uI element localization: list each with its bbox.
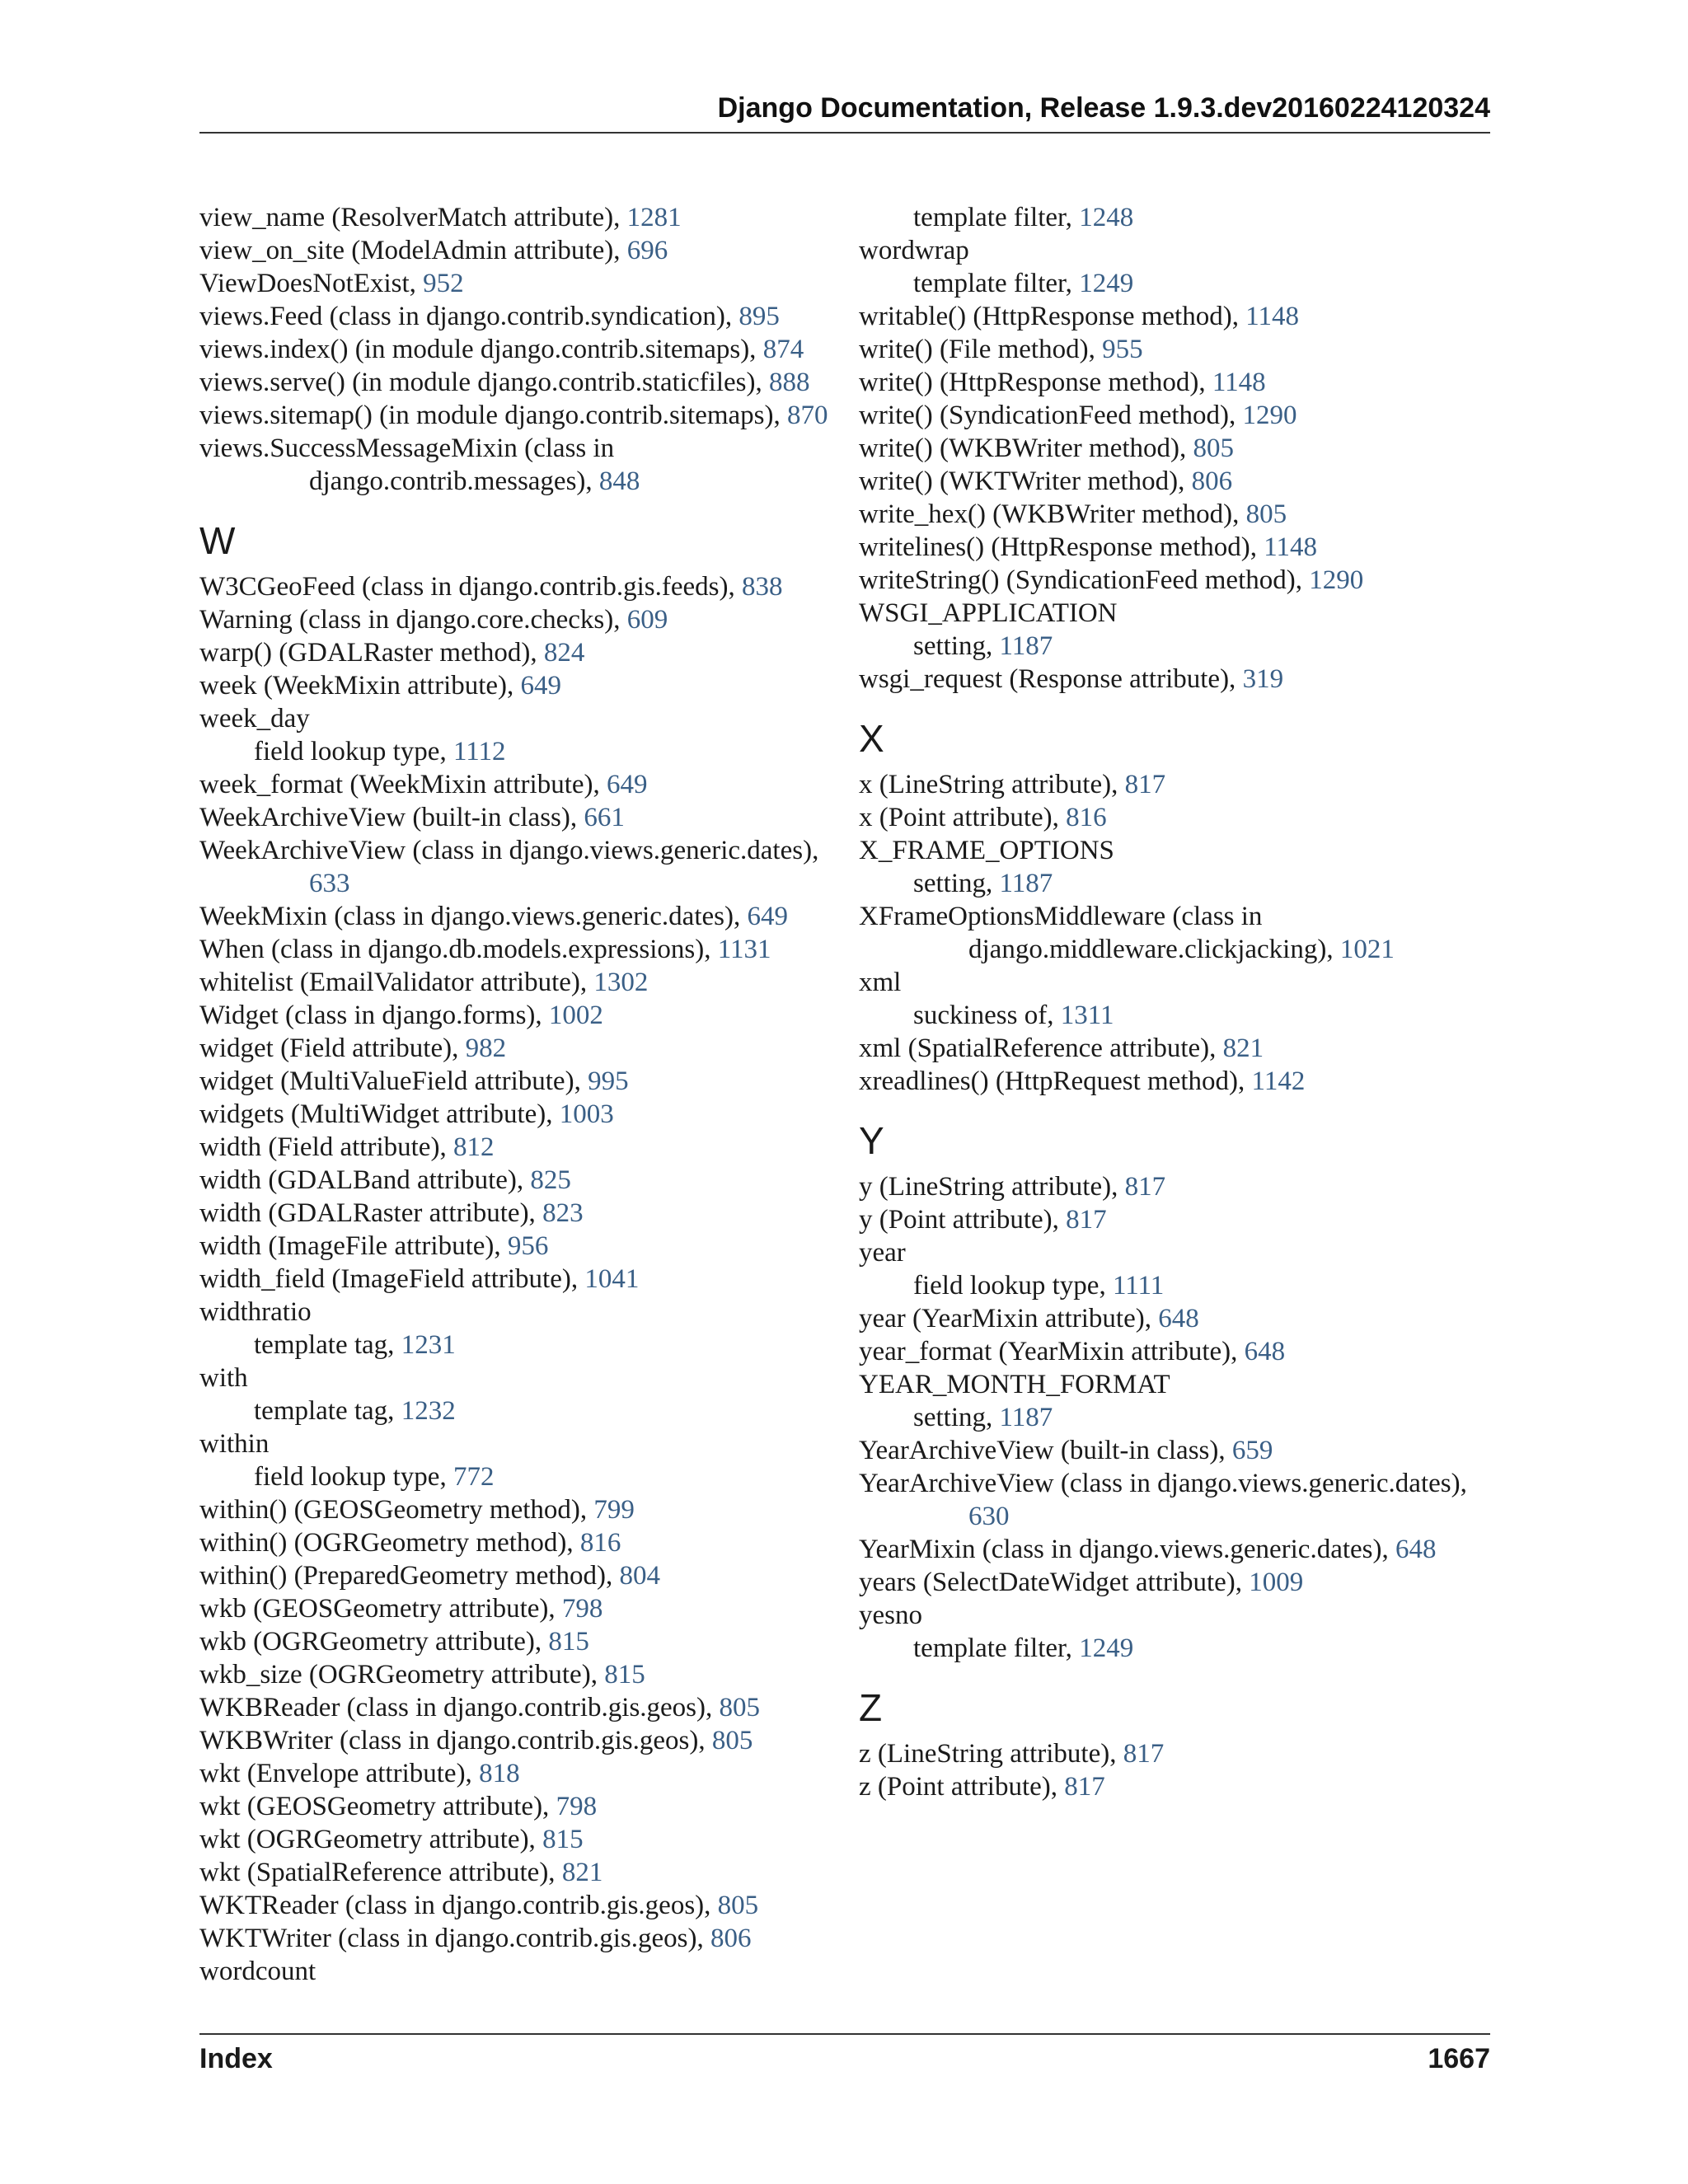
index-entry: [199, 834, 831, 900]
index-term: WKBWriter (class in django.contrib.gis.geos),: [199, 1726, 712, 1755]
index-entry: [199, 1032, 831, 1065]
index-entry: [199, 333, 831, 366]
index-subentry: [199, 1460, 831, 1493]
index-term: template filter,: [913, 1633, 1080, 1663]
index-entry: [859, 966, 1490, 999]
index-term: view_on_site (ModelAdmin attribute),: [199, 236, 627, 265]
index-term: WeekArchiveView (class in django.views.generic.dates),: [199, 836, 819, 865]
index-entry: [199, 1889, 831, 1922]
index-entry: [199, 234, 831, 267]
page-link[interactable]: 1021: [1339, 935, 1395, 964]
index-entry: [859, 300, 1490, 333]
page-link[interactable]: 1187: [999, 1403, 1053, 1432]
index-entry: [199, 267, 831, 300]
page-link[interactable]: 821: [1222, 1033, 1264, 1063]
index-entry: [199, 1625, 831, 1658]
index-entry: [859, 1770, 1490, 1803]
index-term: within: [199, 1429, 270, 1459]
page-link[interactable]: 824: [543, 638, 585, 668]
index-term: W3CGeoFeed (class in django.contrib.gis.feeds),: [199, 572, 743, 602]
page-link[interactable]: 895: [738, 302, 780, 331]
page-link[interactable]: 816: [1066, 803, 1107, 832]
index-entry: [199, 1724, 831, 1757]
index-subentry: [859, 201, 1490, 234]
index-entry: [199, 702, 831, 735]
index-entry: [859, 366, 1490, 399]
index-entry: [199, 300, 831, 333]
index-term: WKTReader (class in django.contrib.gis.geos),: [199, 1891, 718, 1920]
index-term: YearArchiveView (class in django.views.generic.dates),: [859, 1469, 1467, 1498]
index-entry: [859, 834, 1490, 867]
index-term: xml: [859, 968, 902, 997]
header-title: Django Documentation, Release 1.9.3.dev20160224120324: [717, 92, 1490, 124]
index-entry: [859, 531, 1490, 564]
index-entry: [199, 1823, 831, 1856]
index-subentry: [859, 630, 1490, 663]
index-term: write_hex() (WKBWriter method),: [859, 499, 1246, 529]
index-entry: [199, 1197, 831, 1230]
index-term: write() (SyndicationFeed method),: [859, 401, 1243, 430]
index-entry: [199, 1955, 831, 1988]
index-entry: [199, 1065, 831, 1098]
index-entry: [199, 966, 831, 999]
index-entry: [859, 498, 1490, 531]
page-link[interactable]: 806: [710, 1924, 752, 1953]
index-entry: [859, 465, 1490, 498]
index-term: width (GDALBand attribute),: [199, 1165, 531, 1195]
index-term: warp() (GDALRaster method),: [199, 638, 544, 668]
page-link[interactable]: 319: [1242, 664, 1284, 694]
index-term: When (class in django.db.models.expressions),: [199, 935, 718, 964]
index-entry: [859, 1065, 1490, 1098]
index-term: y (Point attribute),: [859, 1205, 1067, 1235]
page-link[interactable]: 1003: [559, 1099, 614, 1129]
index-term: views.Feed (class in django.contrib.syndication),: [199, 302, 739, 331]
index-term: views.SuccessMessageMixin (class in django.contrib.messages),: [199, 434, 615, 496]
index-term: setting,: [913, 1403, 1000, 1432]
index-entry: [199, 1131, 831, 1164]
page-link[interactable]: 648: [1244, 1337, 1286, 1366]
index-term: year_format (YearMixin attribute),: [859, 1337, 1245, 1366]
index-term: xml (SpatialReference attribute),: [859, 1033, 1223, 1063]
index-term: wkt (GEOSGeometry attribute),: [199, 1792, 556, 1821]
page-link[interactable]: 661: [584, 803, 625, 832]
index-entry: [859, 1434, 1490, 1467]
page-link[interactable]: 825: [530, 1165, 571, 1195]
index-term: setting,: [913, 631, 1000, 661]
page-link[interactable]: 1281: [626, 203, 682, 232]
index-term: widthratio: [199, 1297, 312, 1327]
index-term: field lookup type,: [254, 737, 453, 766]
index-term: width (GDALRaster attribute),: [199, 1198, 543, 1228]
page-link[interactable]: 649: [747, 902, 788, 931]
index-entry: [859, 1467, 1490, 1533]
index-term: widget (MultiValueField attribute),: [199, 1066, 588, 1096]
page-link[interactable]: 815: [604, 1660, 645, 1690]
page-link[interactable]: 1311: [1060, 1001, 1114, 1030]
index-subentry: [199, 1394, 831, 1427]
page-link[interactable]: 1131: [717, 935, 771, 964]
footer-section: Index: [199, 2043, 273, 2074]
index-letter-heading: Y: [859, 1119, 884, 1162]
index-entry: [859, 333, 1490, 366]
page-link[interactable]: 1249: [1079, 269, 1134, 298]
index-term: wsgi_request (Response attribute),: [859, 664, 1243, 694]
page-link[interactable]: 609: [626, 605, 668, 635]
page-link[interactable]: 1112: [452, 737, 506, 766]
page-header: [199, 92, 1490, 134]
index-term: field lookup type,: [913, 1271, 1113, 1301]
index-term: WeekMixin (class in django.views.generic.dates),: [199, 902, 748, 931]
index-subentry: [199, 1329, 831, 1361]
index-entry: [199, 366, 831, 399]
page-link[interactable]: 955: [1102, 335, 1143, 364]
index-term: yesno: [859, 1601, 922, 1630]
index-entry: [859, 900, 1490, 966]
index-term: Widget (class in django.forms),: [199, 1001, 549, 1030]
index-entry: [199, 399, 831, 432]
index-entry: [199, 1098, 831, 1131]
index-entry: [859, 663, 1490, 696]
index-term: wordwrap: [859, 236, 969, 265]
index-term: week_day: [199, 704, 310, 733]
index-term: XFrameOptionsMiddleware (class in django.middleware.clickjacking),: [859, 902, 1340, 964]
index-entry: [199, 900, 831, 933]
index-entry: [859, 1302, 1490, 1335]
index-term: years (SelectDateWidget attribute),: [859, 1568, 1250, 1597]
index-term: wkb_size (OGRGeometry attribute),: [199, 1660, 605, 1690]
page-link[interactable]: 1148: [1212, 368, 1266, 397]
index-term: within() (OGRGeometry method),: [199, 1528, 580, 1558]
page-link[interactable]: 1290: [1309, 565, 1364, 595]
index-term: WSGI_APPLICATION: [859, 598, 1118, 628]
index-entry: [859, 1236, 1490, 1269]
index-column-right: [859, 201, 1490, 1803]
index-term: view_name (ResolverMatch attribute),: [199, 203, 627, 232]
page-link[interactable]: 1232: [401, 1396, 456, 1426]
index-entry: [199, 1592, 831, 1625]
page-link[interactable]: 816: [579, 1528, 621, 1558]
index-entry: [199, 1427, 831, 1460]
index-subentry: [859, 267, 1490, 300]
index-entry: [199, 1263, 831, 1296]
index-term: within() (PreparedGeometry method),: [199, 1561, 620, 1591]
page-link[interactable]: 649: [607, 770, 648, 799]
page-link[interactable]: 823: [542, 1198, 584, 1228]
index-term: suckiness of,: [913, 1001, 1061, 1030]
index-entry: [199, 1757, 831, 1790]
index-term: YearMixin (class in django.views.generic.dates),: [859, 1535, 1395, 1564]
page-link[interactable]: 1249: [1079, 1633, 1134, 1663]
index-term: writable() (HttpResponse method),: [859, 302, 1246, 331]
index-entry: [859, 801, 1490, 834]
index-entry: [859, 768, 1490, 801]
index-term: within() (GEOSGeometry method),: [199, 1495, 594, 1525]
index-subentry: [859, 867, 1490, 900]
index-entry: [859, 1335, 1490, 1368]
index-term: WKTWriter (class in django.contrib.gis.geos),: [199, 1924, 711, 1953]
index-entry: [199, 603, 831, 636]
index-term: writeString() (SyndicationFeed method),: [859, 565, 1310, 595]
index-term: width_field (ImageField attribute),: [199, 1264, 585, 1294]
index-term: y (LineString attribute),: [859, 1172, 1125, 1202]
index-entry: [199, 933, 831, 966]
index-entry: [199, 1361, 831, 1394]
index-entry: [199, 432, 831, 498]
index-entry: [199, 999, 831, 1032]
index-term: write() (HttpResponse method),: [859, 368, 1212, 397]
page-link[interactable]: 817: [1064, 1772, 1105, 1802]
index-entry: [859, 597, 1490, 630]
page-link[interactable]: 805: [717, 1891, 759, 1920]
index-term: year (YearMixin attribute),: [859, 1304, 1159, 1333]
index-entry: [199, 636, 831, 669]
index-term: width (Field attribute),: [199, 1132, 453, 1162]
index-entry: [199, 1856, 831, 1889]
index-entry: [859, 1599, 1490, 1632]
index-entry: [199, 201, 831, 234]
index-entry: [859, 399, 1490, 432]
index-term: z (Point attribute),: [859, 1772, 1065, 1802]
index-term: YearArchiveView (built-in class),: [859, 1436, 1232, 1465]
page-link[interactable]: 772: [452, 1462, 495, 1492]
page-link[interactable]: 818: [479, 1759, 520, 1788]
page-link[interactable]: 630: [968, 1502, 1010, 1531]
index-entry: [859, 1032, 1490, 1065]
page-link[interactable]: 812: [452, 1132, 495, 1162]
index-entry: [199, 1790, 831, 1823]
index-term: wordcount: [199, 1957, 316, 1986]
page-link[interactable]: 848: [598, 466, 640, 496]
page-link[interactable]: 806: [1191, 466, 1233, 496]
page-link[interactable]: 648: [1158, 1304, 1199, 1333]
page-link[interactable]: 1187: [999, 631, 1053, 661]
index-subentry: [859, 1401, 1490, 1434]
page-link[interactable]: 956: [507, 1231, 549, 1261]
page-link[interactable]: 1041: [584, 1264, 640, 1294]
page-link[interactable]: 982: [465, 1033, 507, 1063]
page-link[interactable]: 815: [542, 1825, 584, 1854]
index-term: ViewDoesNotExist,: [199, 269, 424, 298]
page-link[interactable]: 659: [1231, 1436, 1273, 1465]
index-entry: [199, 1230, 831, 1263]
index-term: YEAR_MONTH_FORMAT: [859, 1370, 1170, 1399]
index-entry: [199, 1526, 831, 1559]
index-subentry: [859, 999, 1490, 1032]
index-letter-heading: W: [199, 519, 236, 562]
page-link[interactable]: 1142: [1251, 1066, 1306, 1096]
index-term: views.serve() (in module django.contrib.staticfiles),: [199, 368, 769, 397]
index-term: x (Point attribute),: [859, 803, 1067, 832]
index-entry: [199, 1164, 831, 1197]
index-entry: [859, 1737, 1490, 1770]
index-term: xreadlines() (HttpRequest method),: [859, 1066, 1252, 1096]
page-link[interactable]: 1009: [1249, 1568, 1304, 1597]
index-entry: [859, 1566, 1490, 1599]
index-entry: [199, 1658, 831, 1691]
page-link[interactable]: 649: [520, 671, 562, 701]
index-term: week_format (WeekMixin attribute),: [199, 770, 607, 799]
index-term: writelines() (HttpResponse method),: [859, 532, 1264, 562]
page-link[interactable]: 821: [561, 1858, 603, 1887]
index-term: views.sitemap() (in module django.contrib.sitemaps),: [199, 401, 788, 430]
index-entry: [859, 1170, 1490, 1203]
page-footer: [199, 2033, 1490, 2075]
page-link[interactable]: 1148: [1245, 302, 1299, 331]
page-link[interactable]: 817: [1066, 1205, 1107, 1235]
index-entry: [199, 1922, 831, 1955]
index-term: X_FRAME_OPTIONS: [859, 836, 1114, 865]
index-term: year: [859, 1238, 906, 1268]
index-term: views.index() (in module django.contrib.sitemaps),: [199, 335, 763, 364]
index-term: wkt (SpatialReference attribute),: [199, 1858, 562, 1887]
index-entry: [859, 1368, 1490, 1401]
page-link[interactable]: 1111: [1112, 1271, 1165, 1301]
index-entry: [859, 1533, 1490, 1566]
index-term: template tag,: [254, 1330, 401, 1360]
page-link[interactable]: 648: [1395, 1535, 1437, 1564]
index-term: write() (File method),: [859, 335, 1103, 364]
index-term: with: [199, 1363, 248, 1393]
index-entry: [859, 234, 1490, 267]
index-term: field lookup type,: [254, 1462, 453, 1492]
index-term: widgets (MultiWidget attribute),: [199, 1099, 560, 1129]
page-link[interactable]: 888: [768, 368, 810, 397]
page-link[interactable]: 1148: [1264, 532, 1318, 562]
index-term: wkb (OGRGeometry attribute),: [199, 1627, 549, 1657]
index-entry: [859, 1203, 1490, 1236]
index-term: template filter,: [913, 203, 1080, 232]
page-link[interactable]: 633: [309, 869, 350, 898]
index-entry: [859, 564, 1490, 597]
page-link[interactable]: 1290: [1242, 401, 1297, 430]
index-entry: [199, 768, 831, 801]
index-subentry: [859, 1269, 1490, 1302]
page-link[interactable]: 874: [762, 335, 804, 364]
index-term: width (ImageFile attribute),: [199, 1231, 508, 1261]
index-column-left: [199, 201, 831, 1988]
index-term: wkt (Envelope attribute),: [199, 1759, 480, 1788]
page-link[interactable]: 1302: [593, 968, 649, 997]
page-link[interactable]: 696: [626, 236, 668, 265]
index-subentry: [859, 1632, 1490, 1665]
page-link[interactable]: 952: [423, 269, 464, 298]
index-term: week (WeekMixin attribute),: [199, 671, 521, 701]
index-term: write() (WKTWriter method),: [859, 466, 1192, 496]
page-link[interactable]: 804: [619, 1561, 661, 1591]
page-link[interactable]: 1002: [548, 1001, 603, 1030]
page-link[interactable]: 817: [1123, 1739, 1165, 1769]
footer-page-number: 1667: [1428, 2043, 1490, 2074]
page-link[interactable]: 798: [556, 1792, 598, 1821]
index-term: template filter,: [913, 269, 1080, 298]
page-link[interactable]: 1248: [1079, 203, 1134, 232]
index-letter-heading: X: [859, 717, 884, 760]
page-link[interactable]: 838: [742, 572, 783, 602]
page-link[interactable]: 1231: [401, 1330, 456, 1360]
index-term: wkt (OGRGeometry attribute),: [199, 1825, 543, 1854]
index-term: template tag,: [254, 1396, 401, 1426]
index-entry: [199, 1493, 831, 1526]
index-term: setting,: [913, 869, 1000, 898]
index-letter-heading: Z: [859, 1686, 883, 1729]
page-link[interactable]: 817: [1124, 770, 1166, 799]
index-entry: [199, 1296, 831, 1329]
page-link[interactable]: 805: [1193, 434, 1235, 463]
index-entry: [199, 669, 831, 702]
index-entry: [199, 801, 831, 834]
page-link[interactable]: 870: [787, 401, 828, 430]
index-term: x (LineString attribute),: [859, 770, 1125, 799]
page-link[interactable]: 805: [719, 1693, 761, 1722]
index-entry: [199, 1691, 831, 1724]
index-term: Warning (class in django.core.checks),: [199, 605, 627, 635]
index-term: wkb (GEOSGeometry attribute),: [199, 1594, 562, 1624]
page-link[interactable]: 995: [588, 1066, 629, 1096]
index-subentry: [199, 735, 831, 768]
page-link[interactable]: 799: [593, 1495, 635, 1525]
index-entry: [859, 432, 1490, 465]
index-term: widget (Field attribute),: [199, 1033, 466, 1063]
index-term: WKBReader (class in django.contrib.gis.geos),: [199, 1693, 720, 1722]
index-term: write() (WKBWriter method),: [859, 434, 1193, 463]
index-entry: [199, 570, 831, 603]
index-entry: [199, 1559, 831, 1592]
page-link[interactable]: 815: [548, 1627, 589, 1657]
index-term: whitelist (EmailValidator attribute),: [199, 968, 594, 997]
index-term: WeekArchiveView (built-in class),: [199, 803, 584, 832]
page-link[interactable]: 805: [1245, 499, 1287, 529]
page-link[interactable]: 1187: [999, 869, 1053, 898]
index-term: z (LineString attribute),: [859, 1739, 1123, 1769]
page-link[interactable]: 805: [711, 1726, 753, 1755]
page-link[interactable]: 817: [1124, 1172, 1166, 1202]
page-link[interactable]: 798: [561, 1594, 603, 1624]
